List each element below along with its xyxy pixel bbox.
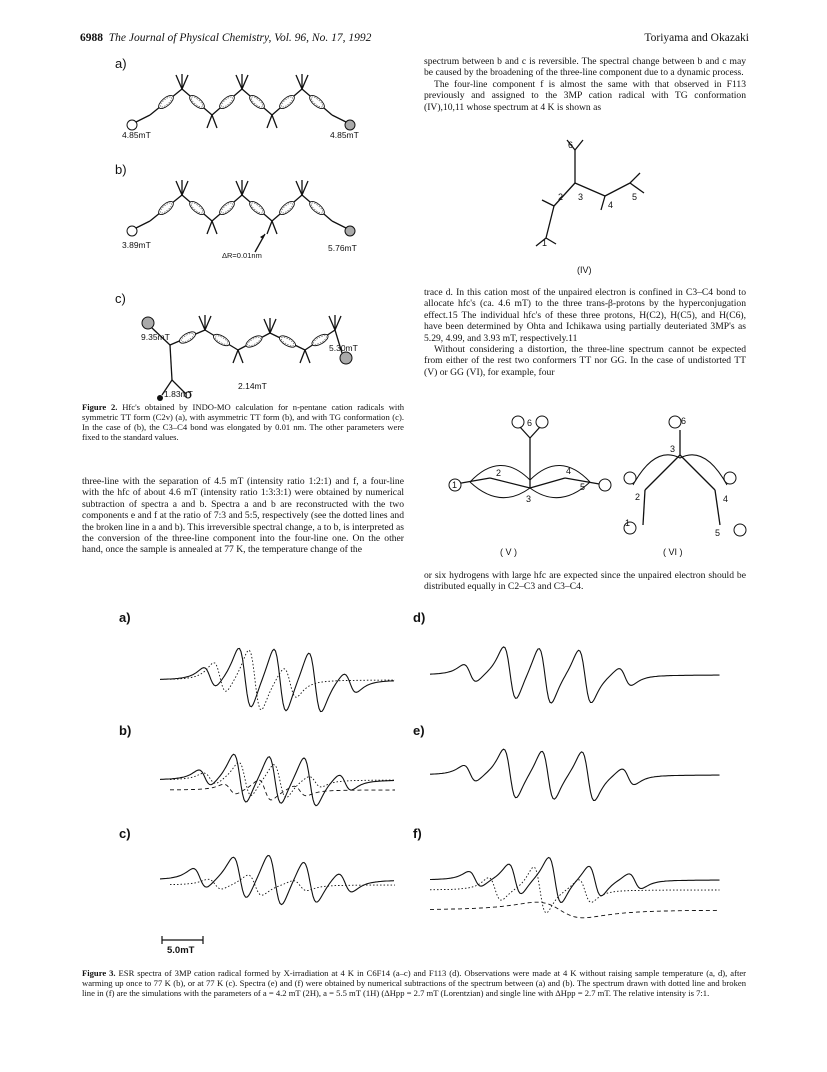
iv-atom-number-2: 2 — [558, 192, 564, 202]
spectrum-a-solid — [160, 649, 394, 712]
v-atom-number-1: 1 — [452, 480, 458, 490]
vi-atom-number-4: 4 — [723, 494, 729, 504]
v-atom-number-2: 2 — [496, 468, 502, 478]
spectrum-e-solid — [430, 749, 720, 800]
iv-atom-number-3: 3 — [578, 192, 584, 202]
fig2-c-upper-left-hfc: 9.35mT — [141, 332, 170, 342]
right-para-2: The four-line component f is almost the same with that observed in F113 previously and assigned to the 3MP cation radical with TG conformation (IV),10,11 whose spectrum at 4 K is shown as — [424, 78, 746, 113]
spectrum-d-solid — [430, 647, 720, 703]
fig3-panel-e-label: e) — [413, 723, 425, 738]
fig2-b-delta-r: ΔR=0.01nm — [222, 251, 262, 260]
iv-atom-number-1: 1 — [542, 238, 548, 248]
v-atom-number-6: 6 — [527, 418, 533, 428]
iv-atom-number-5: 5 — [632, 192, 638, 202]
fig3-panel-a-label: a) — [119, 610, 131, 625]
spectrum-f-solid — [430, 858, 720, 903]
right-para-3: trace d. In this cation most of the unpaired electron is confined in C3–C4 bond to allocate hfc's (ca. 4.6 mT) to the three trans-β-protons by the hyperconjugation effect.15 The individual hfc's of these three protons, H(C2), H(C5), and H(C6), have been determined by Ohta and Ichikawa using partially deuteriated 3MP's as 5.29, 4.99, and 3.93 mT, respectively.11 — [424, 287, 746, 344]
vi-atom-number-1: 1 — [625, 518, 631, 528]
fig3-scale-bar-label: 5.0mT — [167, 945, 195, 956]
fig2-panel-b-label: b) — [115, 162, 127, 177]
fig2-c-bottom-hfc: 1.83mT — [164, 389, 193, 399]
fig2-panel-c-label: c) — [115, 291, 126, 306]
fig3-panel-b-label: b) — [119, 723, 132, 738]
fig2-b-right-hfc: 5.76mT — [328, 243, 357, 253]
figure3-caption-label: Figure 3. — [82, 968, 116, 978]
vi-atom-number-5: 5 — [715, 528, 721, 538]
right-para-4: Without considering a distortion, the three-line spectrum cannot be expected from either of the rest two conformers TT nor GG. In the case of undistorted TT (V) or GG (VI), for example, four — [424, 344, 746, 378]
author-header: Toriyama and Okazaki — [644, 32, 749, 44]
v-atom-number-4: 4 — [566, 466, 572, 476]
fig2-c-right-hfc: 5.30mT — [329, 343, 358, 353]
structure-v-label: ( V ) — [500, 547, 517, 557]
right-para-5: or six hydrogens with large hfc are expected since the unpaired electron should be distributed equally in C2–C3 and C3–C4. — [424, 570, 746, 593]
page-number: 6988 — [80, 32, 103, 44]
structure-vi-label: ( VI ) — [663, 547, 683, 557]
figure3-caption — [82, 968, 746, 998]
fig2-a-right-hfc: 4.85mT — [330, 130, 359, 140]
vi-atom-number-6: 6 — [681, 416, 687, 426]
left-paragraph: three-line with the separation of 4.5 mT (intensity ratio 1:2:1) and f, a four-line with the hfc of about 4.6 mT (intensity ratio 1:3:3:1) were obtained by numerical subtraction of spectra a and b. Spectra a and b are reconstructed with the two components e and f at the ratio of 7:3 and 5:5, respectively (see the dotted lines and the broken line in a and b). This irreversible spectral change, a to b, is interpreted as the conversion of the three-line component into the four-line one. On the other hand, once the sample is annealed at 77 K, the temperature change of the — [82, 476, 404, 556]
fig3-panel-d-label: d) — [413, 610, 426, 625]
figure2-caption-text: Hfc's obtained by INDO-MO calculation for n-pentane cation radicals with symmetric TT form (C2v) (a), with asymmetric TT form (b), and with TG conformation (c). In the case of (b), the C3–C4 bond was elongated by 0.01 nm. The other parameters were fixed to the standard values. — [82, 402, 405, 442]
vi-atom-number-2: 2 — [635, 492, 641, 502]
spectrum-c-solid — [160, 856, 394, 905]
iv-atom-number-4: 4 — [608, 200, 614, 210]
fig2-c-mid-hfc: 2.14mT — [238, 381, 267, 391]
structure-iv-label: (IV) — [577, 265, 592, 275]
fig2-a-left-hfc: 4.85mT — [122, 130, 151, 140]
iv-atom-number-6: 6 — [568, 140, 574, 150]
fig2-b-left-hfc: 3.89mT — [122, 240, 151, 250]
vi-atom-number-3: 3 — [670, 444, 676, 454]
fig3-panel-f-label: f) — [413, 826, 422, 841]
figure3-caption-text: ESR spectra of 3MP cation radical formed by X-irradiation at 4 K in C6F14 (a–c) and F113 (d). Observations were made at 4 K without raising sample temperature (a, d), after warming up once to 77 K (b), or at 77 K (c). Spectra (e) and (f) were obtained by numerical subtractions of the spectrum between (a) and (b). The spectrum drawn with dotted line and broken line in (f) are the simulations with the parameters of a = 4.2 mT (2H), a = 5.5 mT (1H) (ΔHpp = 2.7 mT (Lorentzian) and single line with ΔHpp = 2.7 mT. The relative intensity is 7:1. — [82, 968, 747, 998]
fig3-panel-c-label: c) — [119, 826, 131, 841]
v-atom-number-5: 5 — [580, 482, 586, 492]
spectrum-f-dotted — [430, 867, 720, 913]
figure2-caption-label: Figure 2. — [82, 402, 118, 412]
fig2-panel-a-label: a) — [115, 56, 127, 71]
right-para-1: spectrum between b and c is reversible. The spectral change between b and c may be caused by the broadening of the three-line component due to a dynamic process. — [424, 56, 746, 79]
spectrum-f-dashed — [430, 902, 720, 918]
v-atom-number-3: 3 — [526, 494, 532, 504]
journal-citation: The Journal of Physical Chemistry, Vol. 96, No. 17, 1992 — [108, 32, 372, 44]
